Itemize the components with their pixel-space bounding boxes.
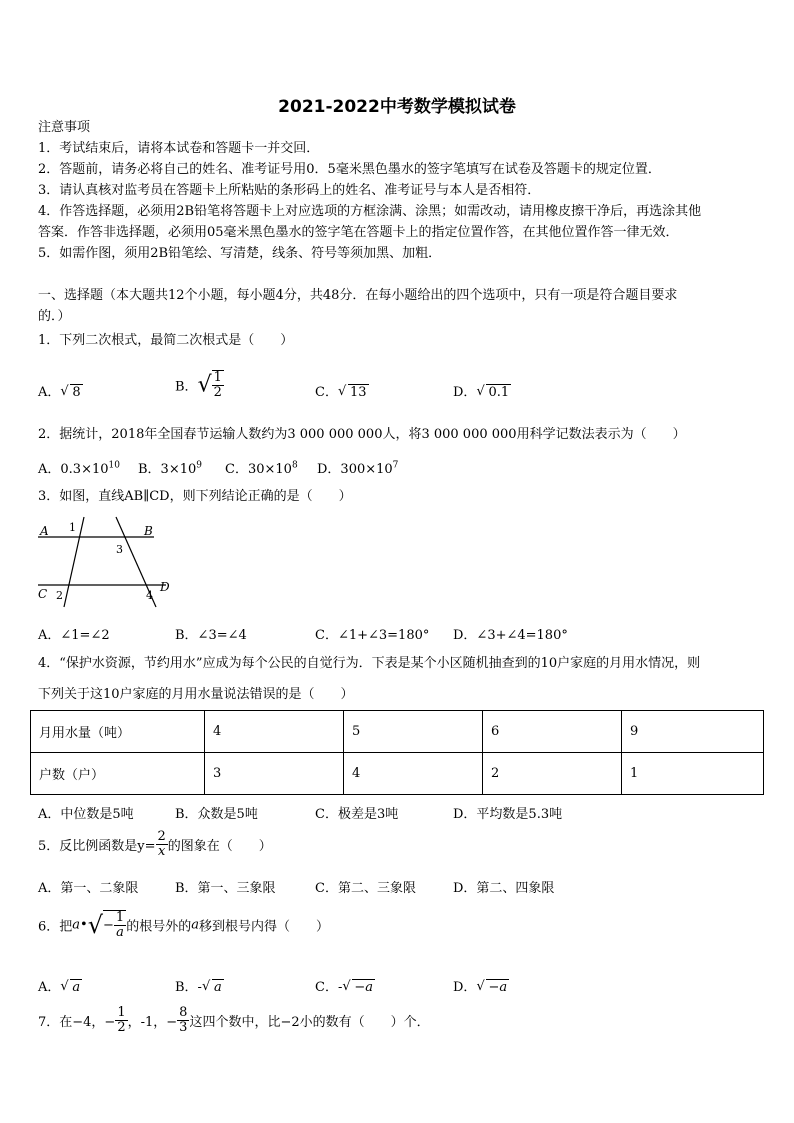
notice-item: 答案．作答非选择题，必须用05毫米黑色墨水的签字笔在答题卡上的指定位置作答，在其他位置作答一律无效． <box>38 225 679 240</box>
angle-2: 2 <box>56 589 63 602</box>
notice-item: 4．作答选择题，必须用2B铅笔将答题卡上对应选项的方框涂满、涂黑；如需改动，请用橡皮擦干净后，再选涂其他 <box>38 204 702 219</box>
q1-option-b: B．√ $\frac{1}{2}$ <box>175 370 222 400</box>
section-heading-cont: 的．） <box>38 309 71 324</box>
q4-option-c: C．极差是3吨 <box>315 807 399 822</box>
q5-option-b: B．第一、三象限 <box>175 881 276 896</box>
q6-option-c: C．- √ −a <box>315 979 373 995</box>
q2-option-d: D．$300\times 10^7$ <box>317 460 399 477</box>
q2-option-a: A．$0.3\times 10^{10}$ <box>38 460 120 477</box>
q1-option-c: C． √ 13 <box>315 384 367 400</box>
question-1-stem: 1．下列二次根式，最简二次根式是（ ） <box>38 333 294 348</box>
question-4-stem: 4．“保护水资源，节约用水”应成为每个公民的自觉行为．下表是某个小区随机抽查到的10户家庭的月用水情况，则 <box>38 656 701 671</box>
table-cell: 9 <box>622 711 764 753</box>
q3-option-c: C．∠1+∠3=180° <box>315 628 430 643</box>
question-5-stem: 5．反比例函数是y= $\frac{2}{x}$ 的图象在（ ） <box>38 829 272 859</box>
q5-option-d: D．第二、四象限 <box>453 881 555 896</box>
table-cell: 3 <box>205 753 344 795</box>
section-heading: 一、选择题（本大题共12个小题，每小题4分，共48分．在每小题给出的四个选项中，只有一项是符合题目要求 <box>38 288 678 303</box>
notice-item: 3．请认真核对监考员在答题卡上所粘贴的条形码上的姓名、准考证号与本人是否相符． <box>38 183 541 198</box>
angle-1: 1 <box>69 521 76 534</box>
question-4-stem-cont: 下列关于这10户家庭的月用水量说法错误的是（ ） <box>38 687 354 702</box>
label-a: A <box>40 524 49 538</box>
table-row <box>31 753 764 795</box>
q6-option-b: B．- √ a <box>175 979 222 995</box>
angle-3: 3 <box>116 543 123 556</box>
label-d: D <box>160 580 170 594</box>
table-cell: 户数（户） <box>31 753 205 795</box>
label-c: C <box>38 587 48 601</box>
table-cell: 2 <box>483 753 622 795</box>
question-7-stem: 7．在−4，− $\frac{1}{2}$ ，-1，− $\frac{8}{3}$ 这四个数中，比−2小的数有（ ）个． <box>38 1005 430 1035</box>
q3-option-a: A．∠1=∠2 <box>38 628 110 643</box>
table-cell: 4 <box>344 753 483 795</box>
notice-item: 2．答题前，请务必将自己的姓名、准考证号用0．5毫米黑色墨水的签字笔填写在试卷及答题卡的规定位置． <box>38 162 661 177</box>
notice-item: 5．如需作图，须用2B铅笔绘、写清楚，线条、符号等须加黑、加粗． <box>38 246 442 261</box>
table-cell: 1 <box>622 753 764 795</box>
table-cell: 5 <box>344 711 483 753</box>
q4-option-d: D．平均数是5.3吨 <box>453 807 563 822</box>
q2-option-b: B．$3\times 10^9$ <box>138 460 202 477</box>
notice-heading: 注意事项 <box>38 120 91 135</box>
table-cell: 6 <box>483 711 622 753</box>
table-cell: 月用水量（吨） <box>31 711 205 753</box>
notice-item: 1．考试结束后，请将本试卷和答题卡一并交回． <box>38 141 320 156</box>
q3-option-b: B．∠3=∠4 <box>175 628 247 643</box>
question-2-stem: 2．据统计，2018年全国春节运输人数约为3 000 000 000人，将3 000 000 000用科学记数法表示为（ ） <box>38 427 686 442</box>
q1-option-d: D． √ 0.1 <box>453 384 510 400</box>
parallel-lines-figure <box>36 515 176 610</box>
q4-option-b: B．众数是5吨 <box>175 807 258 822</box>
table-row <box>31 711 764 753</box>
q2-option-c: C．$30\times 10^8$ <box>225 460 298 477</box>
question-6-stem: 6．把a•√− $\frac{1}{a}$ 的根号外的a移到根号内得（ ） <box>38 910 329 940</box>
q5-option-c: C．第二、三象限 <box>315 881 416 896</box>
table-cell: 4 <box>205 711 344 753</box>
question-3-stem: 3．如图，直线AB∥CD，则下列结论正确的是（ ） <box>38 489 352 504</box>
q4-option-a: A．中位数是5吨 <box>38 807 134 822</box>
q6-option-a: A． √ a <box>38 979 81 995</box>
label-b: B <box>144 524 153 538</box>
q3-option-d: D．∠3+∠4=180° <box>453 628 568 643</box>
q6-option-d: D． √ −a <box>453 979 508 995</box>
page-title: 2021-2022中考数学模拟试卷 <box>278 97 516 117</box>
water-usage-table <box>30 710 764 795</box>
angle-4: 4 <box>146 589 153 602</box>
q5-option-a: A．第一、二象限 <box>38 881 139 896</box>
q1-option-a: A． √ 8 <box>38 384 81 400</box>
